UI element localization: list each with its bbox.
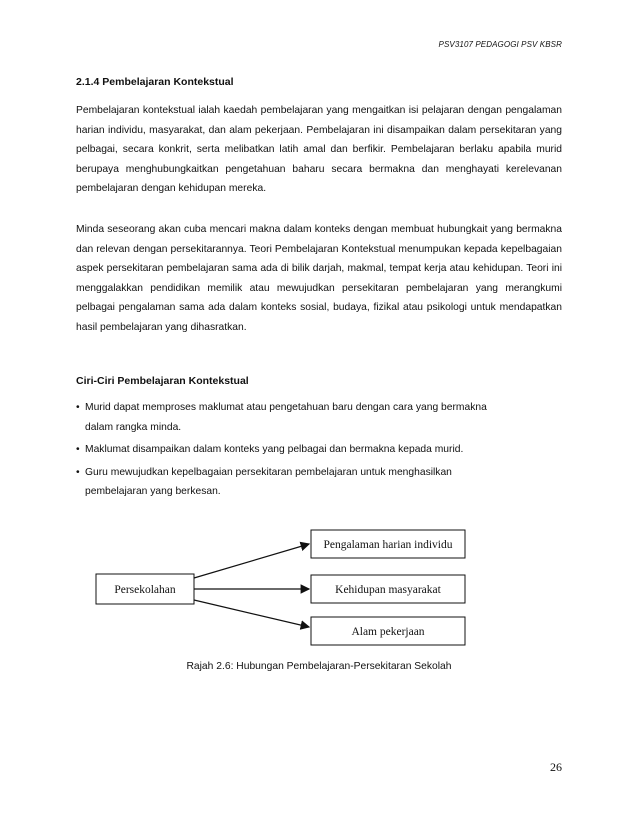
source-box-label: Persekolahan [114, 584, 176, 596]
target-box-3 [311, 617, 465, 645]
target-box-3-label: Alam pekerjaan [351, 626, 425, 638]
section-title: 2.1.4 Pembelajaran Kontekstual [76, 76, 234, 88]
list-item-text-continued: pembelajaran yang berkesan. [85, 486, 221, 498]
running-header: PSV3107 PEDAGOGI PSV KBSR [438, 40, 562, 49]
target-box-1 [311, 530, 465, 558]
list-item-text: Guru mewujudkan kepelbagaian persekitaran pembelajaran untuk menghasilkan [85, 466, 452, 478]
arrow-to-target-3 [194, 600, 309, 627]
list-item-text-continued: dalam rangka minda. [85, 421, 182, 433]
list-item-text: Maklumat disampaikan dalam konteks yang pelbagai dan bermakna kepada murid. [85, 444, 464, 456]
target-box-2 [311, 575, 465, 603]
page-number: 26 [550, 760, 562, 774]
list-item-text: Murid dapat memproses maklumat atau pengetahuan baru dengan cara yang bermakna [85, 402, 487, 413]
source-box [96, 574, 194, 604]
paragraph-1: Pembelajaran kontekstual ialah kaedah pembelajaran yang mengaitkan isi pelajaran dengan pengalaman harian individu, masyarakat, dan alam pekerjaan. Pembelajaran ini disampaikan dalam persekitaran yang pelbagai, secara konkrit, serta melibatkan latih amal dan berfikir. Pembelajaran berlaku apabila murid berupaya menghubungkaitkan pengetahuan baharu secara bermakna dan menghayati kerelevanan pembelajaran dengan kehidupan mereka. [76, 105, 562, 195]
subsection-title: Ciri-Ciri Pembelajaran Kontekstual [76, 375, 249, 387]
arrow-to-target-1 [194, 544, 309, 578]
target-box-2-label: Kehidupan masyarakat [335, 584, 441, 596]
target-box-1-label: Pengalaman harian individu [323, 539, 453, 551]
paragraph-2: Minda seseorang akan cuba mencari makna dalam konteks dengan membuat hubungkait yang bermakna dan relevan dengan persekitarannya. Teori Pembelajaran Kontekstual menumpukan kepada kepelbagaian aspek persekitaran pembelajaran sama ada di bilik darjah, makmal, tempat kerja atau kehidupan. Teori ini menggalakkan pendidikan memilik atau mewujudkan persekitaran pembelajaran yang merangkumi pelbagai pengalaman sama ada dalam konteks sosial, budaya, fizikal atau psikologi untuk mendapatkan hasil pembelajaran yang dihasratkan. [76, 224, 562, 333]
figure-caption: Rajah 2.6: Hubungan Pembelajaran-Persekitaran Sekolah [186, 661, 452, 672]
